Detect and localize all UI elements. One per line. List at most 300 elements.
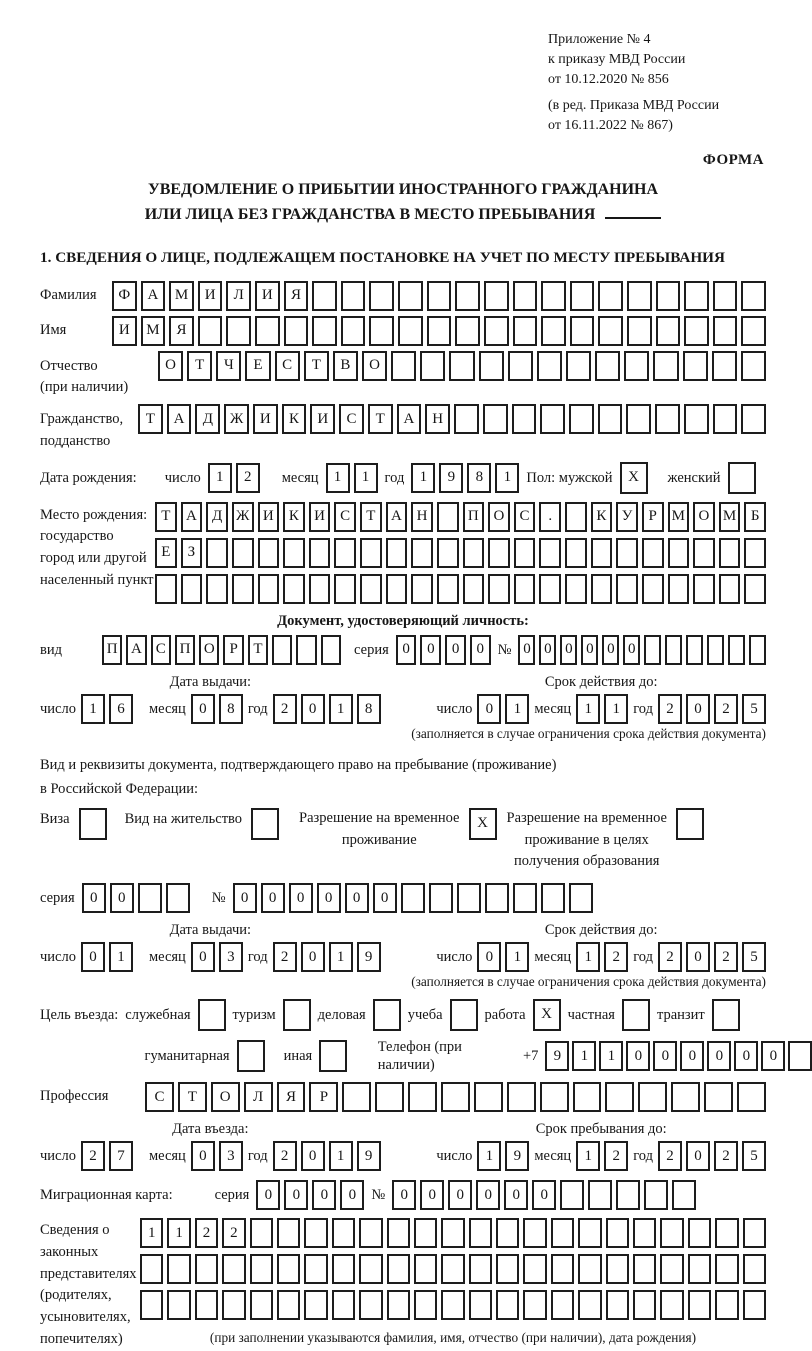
char-cell[interactable]: [463, 538, 485, 568]
char-cell[interactable]: [715, 1218, 738, 1248]
char-cell[interactable]: [369, 316, 394, 346]
char-cell[interactable]: [713, 404, 738, 434]
char-cell[interactable]: 0: [233, 883, 257, 913]
char-cell[interactable]: [570, 316, 595, 346]
char-cell[interactable]: [166, 883, 190, 913]
char-cell[interactable]: [743, 1254, 766, 1284]
char-cell[interactable]: К: [591, 502, 613, 532]
char-cell[interactable]: А: [167, 404, 192, 434]
char-cell[interactable]: И: [310, 404, 335, 434]
char-cell[interactable]: [232, 574, 254, 604]
char-cell[interactable]: 3: [219, 942, 243, 972]
char-cell[interactable]: П: [175, 635, 195, 665]
char-cell[interactable]: [693, 538, 715, 568]
char-cell[interactable]: К: [282, 404, 307, 434]
char-cell[interactable]: 2: [236, 463, 260, 493]
char-cell[interactable]: [474, 1082, 503, 1112]
char-cell[interactable]: [540, 1082, 569, 1112]
char-cell[interactable]: [479, 351, 504, 381]
char-cell[interactable]: 0: [518, 635, 535, 665]
char-cell[interactable]: [684, 281, 709, 311]
char-cell[interactable]: 0: [261, 883, 285, 913]
char-cell[interactable]: 1: [411, 463, 435, 493]
char-cell[interactable]: Д: [206, 502, 228, 532]
char-cell[interactable]: 1: [505, 694, 529, 724]
char-cell[interactable]: [588, 1180, 612, 1210]
char-cell[interactable]: [284, 316, 309, 346]
char-cell[interactable]: 0: [284, 1180, 308, 1210]
char-cell[interactable]: [570, 281, 595, 311]
char-cell[interactable]: [684, 316, 709, 346]
char-cell[interactable]: [277, 1218, 300, 1248]
char-cell[interactable]: [198, 316, 223, 346]
char-cell[interactable]: [483, 404, 508, 434]
char-cell[interactable]: 1: [109, 942, 133, 972]
char-cell[interactable]: 1: [576, 1141, 600, 1171]
char-cell[interactable]: [496, 1218, 519, 1248]
char-cell[interactable]: 2: [273, 694, 297, 724]
char-cell[interactable]: [386, 538, 408, 568]
char-cell[interactable]: В: [333, 351, 358, 381]
char-cell[interactable]: И: [255, 281, 280, 311]
char-cell[interactable]: [484, 316, 509, 346]
char-cell[interactable]: 0: [396, 635, 417, 665]
char-cell[interactable]: [744, 538, 766, 568]
char-cell[interactable]: [359, 1218, 382, 1248]
gender-female-checkbox[interactable]: [728, 462, 756, 494]
char-cell[interactable]: 0: [734, 1041, 758, 1071]
char-cell[interactable]: И: [258, 502, 280, 532]
char-cell[interactable]: [728, 635, 745, 665]
char-cell[interactable]: 0: [110, 883, 134, 913]
char-cell[interactable]: [140, 1254, 163, 1284]
char-cell[interactable]: [616, 538, 638, 568]
char-cell[interactable]: [660, 1290, 683, 1320]
char-cell[interactable]: 0: [191, 1141, 215, 1171]
char-cell[interactable]: [341, 281, 366, 311]
char-cell[interactable]: [704, 1082, 733, 1112]
char-cell[interactable]: [283, 538, 305, 568]
char-cell[interactable]: 0: [317, 883, 341, 913]
char-cell[interactable]: [140, 1290, 163, 1320]
char-cell[interactable]: [398, 281, 423, 311]
char-cell[interactable]: [624, 351, 649, 381]
char-cell[interactable]: [598, 404, 623, 434]
char-cell[interactable]: [671, 1082, 700, 1112]
char-cell[interactable]: [788, 1041, 812, 1071]
char-cell[interactable]: [250, 1218, 273, 1248]
char-cell[interactable]: 2: [273, 942, 297, 972]
char-cell[interactable]: [195, 1290, 218, 1320]
char-cell[interactable]: [644, 1180, 668, 1210]
char-cell[interactable]: [341, 316, 366, 346]
char-cell[interactable]: 0: [345, 883, 369, 913]
char-cell[interactable]: [513, 883, 537, 913]
char-cell[interactable]: С: [514, 502, 536, 532]
char-cell[interactable]: 1: [477, 1141, 501, 1171]
char-cell[interactable]: [540, 404, 565, 434]
char-cell[interactable]: 0: [532, 1180, 556, 1210]
char-cell[interactable]: 1: [572, 1041, 596, 1071]
char-cell[interactable]: [359, 1254, 382, 1284]
char-cell[interactable]: [693, 574, 715, 604]
char-cell[interactable]: 0: [560, 635, 577, 665]
char-cell[interactable]: [665, 635, 682, 665]
char-cell[interactable]: 9: [357, 1141, 381, 1171]
char-cell[interactable]: 0: [707, 1041, 731, 1071]
char-cell[interactable]: 1: [505, 942, 529, 972]
char-cell[interactable]: 0: [392, 1180, 416, 1210]
char-cell[interactable]: А: [386, 502, 408, 532]
char-cell[interactable]: [541, 281, 566, 311]
char-cell[interactable]: [644, 635, 661, 665]
char-cell[interactable]: И: [253, 404, 278, 434]
char-cell[interactable]: [334, 574, 356, 604]
char-cell[interactable]: 1: [599, 1041, 623, 1071]
char-cell[interactable]: 0: [191, 942, 215, 972]
char-cell[interactable]: [627, 316, 652, 346]
char-cell[interactable]: .: [539, 502, 561, 532]
char-cell[interactable]: Н: [411, 502, 433, 532]
char-cell[interactable]: 1: [140, 1218, 163, 1248]
gender-male-checkbox[interactable]: X: [620, 462, 648, 494]
char-cell[interactable]: [719, 538, 741, 568]
char-cell[interactable]: 0: [445, 635, 466, 665]
char-cell[interactable]: 0: [301, 942, 325, 972]
residence-permit-checkbox[interactable]: [251, 808, 279, 840]
char-cell[interactable]: [449, 351, 474, 381]
char-cell[interactable]: 2: [222, 1218, 245, 1248]
char-cell[interactable]: [512, 404, 537, 434]
char-cell[interactable]: 1: [208, 463, 232, 493]
char-cell[interactable]: [226, 316, 251, 346]
char-cell[interactable]: 2: [604, 1141, 628, 1171]
char-cell[interactable]: Т: [187, 351, 212, 381]
char-cell[interactable]: [414, 1254, 437, 1284]
char-cell[interactable]: [206, 538, 228, 568]
char-cell[interactable]: [441, 1290, 464, 1320]
char-cell[interactable]: 1: [329, 694, 353, 724]
char-cell[interactable]: М: [169, 281, 194, 311]
char-cell[interactable]: 5: [742, 942, 766, 972]
char-cell[interactable]: [537, 351, 562, 381]
char-cell[interactable]: 8: [219, 694, 243, 724]
char-cell[interactable]: [441, 1254, 464, 1284]
char-cell[interactable]: [573, 1082, 602, 1112]
char-cell[interactable]: [304, 1218, 327, 1248]
char-cell[interactable]: [633, 1254, 656, 1284]
char-cell[interactable]: 9: [357, 942, 381, 972]
char-cell[interactable]: [437, 574, 459, 604]
char-cell[interactable]: Л: [226, 281, 251, 311]
char-cell[interactable]: [277, 1254, 300, 1284]
char-cell[interactable]: Ф: [112, 281, 137, 311]
char-cell[interactable]: [463, 574, 485, 604]
char-cell[interactable]: [342, 1082, 371, 1112]
char-cell[interactable]: 1: [329, 942, 353, 972]
char-cell[interactable]: Д: [195, 404, 220, 434]
char-cell[interactable]: 0: [477, 942, 501, 972]
purpose-humanitarian-checkbox[interactable]: [237, 1040, 265, 1072]
purpose-official-checkbox[interactable]: [198, 999, 226, 1031]
char-cell[interactable]: [441, 1082, 470, 1112]
char-cell[interactable]: 1: [576, 942, 600, 972]
char-cell[interactable]: [469, 1218, 492, 1248]
char-cell[interactable]: 2: [658, 942, 682, 972]
char-cell[interactable]: Р: [309, 1082, 338, 1112]
char-cell[interactable]: 5: [742, 694, 766, 724]
char-cell[interactable]: [741, 316, 766, 346]
char-cell[interactable]: [551, 1254, 574, 1284]
char-cell[interactable]: [707, 635, 724, 665]
char-cell[interactable]: 0: [256, 1180, 280, 1210]
char-cell[interactable]: [551, 1290, 574, 1320]
char-cell[interactable]: 0: [301, 1141, 325, 1171]
char-cell[interactable]: [660, 1218, 683, 1248]
char-cell[interactable]: [606, 1254, 629, 1284]
char-cell[interactable]: Ж: [232, 502, 254, 532]
char-cell[interactable]: 0: [301, 694, 325, 724]
char-cell[interactable]: 0: [686, 1141, 710, 1171]
purpose-private-checkbox[interactable]: [622, 999, 650, 1031]
char-cell[interactable]: [541, 883, 565, 913]
char-cell[interactable]: [414, 1218, 437, 1248]
char-cell[interactable]: Я: [169, 316, 194, 346]
char-cell[interactable]: [616, 574, 638, 604]
char-cell[interactable]: О: [693, 502, 715, 532]
char-cell[interactable]: [375, 1082, 404, 1112]
char-cell[interactable]: 0: [626, 1041, 650, 1071]
char-cell[interactable]: П: [463, 502, 485, 532]
char-cell[interactable]: С: [275, 351, 300, 381]
char-cell[interactable]: [578, 1218, 601, 1248]
char-cell[interactable]: И: [198, 281, 223, 311]
char-cell[interactable]: [539, 538, 561, 568]
purpose-tourism-checkbox[interactable]: [283, 999, 311, 1031]
char-cell[interactable]: С: [145, 1082, 174, 1112]
char-cell[interactable]: [386, 574, 408, 604]
char-cell[interactable]: М: [668, 502, 690, 532]
char-cell[interactable]: Т: [304, 351, 329, 381]
char-cell[interactable]: [578, 1290, 601, 1320]
char-cell[interactable]: 2: [195, 1218, 218, 1248]
char-cell[interactable]: [715, 1290, 738, 1320]
char-cell[interactable]: [668, 574, 690, 604]
char-cell[interactable]: [508, 351, 533, 381]
char-cell[interactable]: Р: [642, 502, 664, 532]
char-cell[interactable]: [743, 1290, 766, 1320]
char-cell[interactable]: 0: [539, 635, 556, 665]
char-cell[interactable]: [565, 574, 587, 604]
char-cell[interactable]: 6: [109, 694, 133, 724]
char-cell[interactable]: Т: [360, 502, 382, 532]
char-cell[interactable]: [437, 538, 459, 568]
char-cell[interactable]: [387, 1290, 410, 1320]
char-cell[interactable]: 2: [273, 1141, 297, 1171]
char-cell[interactable]: 9: [439, 463, 463, 493]
char-cell[interactable]: О: [362, 351, 387, 381]
char-cell[interactable]: [551, 1218, 574, 1248]
char-cell[interactable]: [360, 574, 382, 604]
char-cell[interactable]: [737, 1082, 766, 1112]
char-cell[interactable]: [591, 538, 613, 568]
char-cell[interactable]: 0: [340, 1180, 364, 1210]
char-cell[interactable]: 0: [686, 942, 710, 972]
char-cell[interactable]: [206, 574, 228, 604]
char-cell[interactable]: Т: [155, 502, 177, 532]
char-cell[interactable]: 1: [81, 694, 105, 724]
char-cell[interactable]: [749, 635, 766, 665]
char-cell[interactable]: [387, 1254, 410, 1284]
char-cell[interactable]: [359, 1290, 382, 1320]
char-cell[interactable]: [429, 883, 453, 913]
char-cell[interactable]: [660, 1254, 683, 1284]
char-cell[interactable]: С: [151, 635, 171, 665]
char-cell[interactable]: 0: [420, 1180, 444, 1210]
char-cell[interactable]: 9: [545, 1041, 569, 1071]
char-cell[interactable]: 1: [326, 463, 350, 493]
char-cell[interactable]: [744, 574, 766, 604]
char-cell[interactable]: Е: [245, 351, 270, 381]
char-cell[interactable]: [513, 281, 538, 311]
char-cell[interactable]: [369, 281, 394, 311]
char-cell[interactable]: [332, 1290, 355, 1320]
char-cell[interactable]: [591, 574, 613, 604]
char-cell[interactable]: 0: [623, 635, 640, 665]
char-cell[interactable]: [656, 316, 681, 346]
char-cell[interactable]: О: [211, 1082, 240, 1112]
char-cell[interactable]: Н: [425, 404, 450, 434]
char-cell[interactable]: [332, 1254, 355, 1284]
char-cell[interactable]: О: [488, 502, 510, 532]
char-cell[interactable]: 0: [81, 942, 105, 972]
char-cell[interactable]: Я: [284, 281, 309, 311]
char-cell[interactable]: [312, 316, 337, 346]
char-cell[interactable]: [408, 1082, 437, 1112]
char-cell[interactable]: [250, 1254, 273, 1284]
char-cell[interactable]: А: [181, 502, 203, 532]
char-cell[interactable]: [455, 281, 480, 311]
char-cell[interactable]: [598, 281, 623, 311]
temporary-residence-checkbox[interactable]: X: [469, 808, 497, 840]
char-cell[interactable]: [250, 1290, 273, 1320]
char-cell[interactable]: 0: [312, 1180, 336, 1210]
char-cell[interactable]: 0: [686, 694, 710, 724]
char-cell[interactable]: [606, 1290, 629, 1320]
char-cell[interactable]: 1: [576, 694, 600, 724]
char-cell[interactable]: [741, 351, 766, 381]
char-cell[interactable]: 0: [653, 1041, 677, 1071]
char-cell[interactable]: Т: [248, 635, 268, 665]
char-cell[interactable]: [523, 1254, 546, 1284]
char-cell[interactable]: 1: [329, 1141, 353, 1171]
char-cell[interactable]: [488, 538, 510, 568]
char-cell[interactable]: 1: [495, 463, 519, 493]
char-cell[interactable]: У: [616, 502, 638, 532]
char-cell[interactable]: [539, 574, 561, 604]
char-cell[interactable]: [712, 351, 737, 381]
char-cell[interactable]: [569, 404, 594, 434]
char-cell[interactable]: [181, 574, 203, 604]
char-cell[interactable]: И: [112, 316, 137, 346]
char-cell[interactable]: [741, 281, 766, 311]
char-cell[interactable]: [455, 316, 480, 346]
char-cell[interactable]: [454, 404, 479, 434]
char-cell[interactable]: [605, 1082, 634, 1112]
char-cell[interactable]: [569, 883, 593, 913]
char-cell[interactable]: О: [158, 351, 183, 381]
char-cell[interactable]: [719, 574, 741, 604]
char-cell[interactable]: [485, 883, 509, 913]
char-cell[interactable]: 0: [82, 883, 106, 913]
char-cell[interactable]: П: [102, 635, 122, 665]
char-cell[interactable]: [398, 316, 423, 346]
char-cell[interactable]: [655, 404, 680, 434]
char-cell[interactable]: 0: [477, 694, 501, 724]
char-cell[interactable]: И: [309, 502, 331, 532]
char-cell[interactable]: [272, 635, 292, 665]
char-cell[interactable]: [411, 538, 433, 568]
char-cell[interactable]: [427, 281, 452, 311]
char-cell[interactable]: [304, 1254, 327, 1284]
char-cell[interactable]: [627, 281, 652, 311]
char-cell[interactable]: [684, 404, 709, 434]
char-cell[interactable]: [334, 538, 356, 568]
char-cell[interactable]: [283, 574, 305, 604]
char-cell[interactable]: [167, 1254, 190, 1284]
char-cell[interactable]: [255, 316, 280, 346]
char-cell[interactable]: [258, 574, 280, 604]
char-cell[interactable]: 0: [680, 1041, 704, 1071]
char-cell[interactable]: О: [199, 635, 219, 665]
char-cell[interactable]: 0: [602, 635, 619, 665]
char-cell[interactable]: 0: [470, 635, 491, 665]
char-cell[interactable]: З: [181, 538, 203, 568]
char-cell[interactable]: [713, 281, 738, 311]
char-cell[interactable]: Ч: [216, 351, 241, 381]
char-cell[interactable]: 7: [109, 1141, 133, 1171]
char-cell[interactable]: [523, 1290, 546, 1320]
char-cell[interactable]: 9: [505, 1141, 529, 1171]
char-cell[interactable]: 8: [357, 694, 381, 724]
char-cell[interactable]: М: [141, 316, 166, 346]
purpose-study-checkbox[interactable]: [450, 999, 478, 1031]
char-cell[interactable]: [653, 351, 678, 381]
char-cell[interactable]: С: [339, 404, 364, 434]
char-cell[interactable]: Ж: [224, 404, 249, 434]
char-cell[interactable]: Т: [178, 1082, 207, 1112]
char-cell[interactable]: К: [283, 502, 305, 532]
char-cell[interactable]: [514, 538, 536, 568]
char-cell[interactable]: Т: [368, 404, 393, 434]
char-cell[interactable]: [391, 351, 416, 381]
char-cell[interactable]: 2: [658, 694, 682, 724]
char-cell[interactable]: [688, 1254, 711, 1284]
char-cell[interactable]: [360, 538, 382, 568]
visa-checkbox[interactable]: [79, 808, 107, 840]
char-cell[interactable]: [513, 316, 538, 346]
char-cell[interactable]: [296, 635, 316, 665]
char-cell[interactable]: [232, 538, 254, 568]
char-cell[interactable]: [469, 1290, 492, 1320]
char-cell[interactable]: 2: [604, 942, 628, 972]
char-cell[interactable]: М: [719, 502, 741, 532]
char-cell[interactable]: [642, 574, 664, 604]
purpose-other-checkbox[interactable]: [319, 1040, 347, 1072]
char-cell[interactable]: [514, 574, 536, 604]
char-cell[interactable]: [606, 1218, 629, 1248]
char-cell[interactable]: [427, 316, 452, 346]
